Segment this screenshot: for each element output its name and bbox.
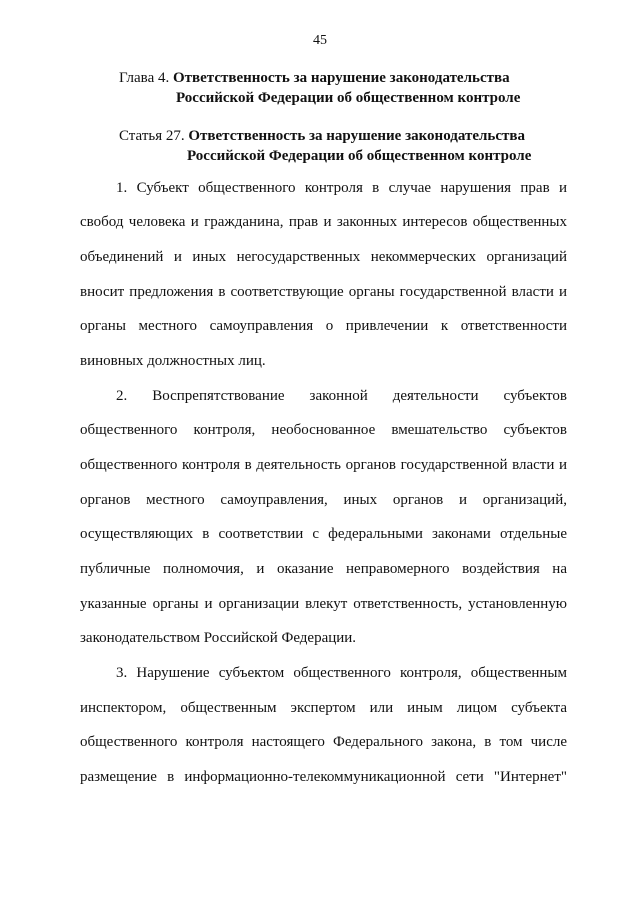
paragraph-3-line: размещение в информационно-телекоммуникационной сети "Интернет" [80, 769, 567, 785]
chapter-title-line2: Российской Федерации об общественном контроле [176, 90, 521, 106]
paragraph-3-line: инспектором, общественным экспертом или иным лицом субъекта [80, 700, 567, 716]
paragraph-3-line: общественного контроля настоящего Федерального закона, в том числе [80, 734, 567, 750]
chapter-prefix: Глава 4. [119, 70, 170, 86]
paragraph-1-line: свобод человека и гражданина, прав и законных интересов общественных [80, 214, 567, 230]
article-title-line1: Ответственность за нарушение законодательства [188, 128, 525, 144]
chapter-title-line1: Ответственность за нарушение законодательства [172, 70, 510, 86]
paragraph-1-line: органы местного самоуправления о привлечении к ответственности [80, 318, 567, 334]
paragraph-2-line: общественного контроля в деятельность органов государственной власти и [80, 457, 567, 473]
paragraph-3-line: 3. Нарушение субъектом общественного контроля, общественным [116, 665, 567, 681]
article-heading [119, 126, 531, 166]
chapter-heading [119, 68, 520, 108]
paragraph-2-line: указанные органы и организации влекут ответственность, установленную [80, 596, 567, 612]
paragraph-2-line: органов местного самоуправления, иных органов и организаций, [80, 492, 567, 508]
paragraph-2-line: осуществляющих в соответствии с федеральными законами отдельные [80, 526, 567, 542]
article-title-line2: Российской Федерации об общественном контроле [187, 148, 532, 164]
page-number: 45 [313, 33, 327, 48]
paragraph-1-line: виновных должностных лиц. [80, 353, 266, 369]
paragraph-2-line: законодательством Российской Федерации. [80, 630, 357, 646]
article-prefix: Статья 27. [119, 128, 185, 144]
paragraph-2-line: публичные полномочия, и оказание неправомерного воздействия на [80, 561, 567, 577]
paragraph-1-line: вносит предложения в соответствующие органы государственной власти и [80, 284, 567, 300]
paragraph-1-line: объединений и иных негосударственных некоммерческих организаций [80, 249, 567, 265]
paragraph-1-line: 1. Субъект общественного контроля в случае нарушения прав и [116, 180, 567, 196]
paragraph-2-line: 2. Воспрепятствование законной деятельности субъектов [116, 388, 567, 404]
paragraph-2-line: общественного контроля, необоснованное вмешательство субъектов [80, 422, 567, 438]
